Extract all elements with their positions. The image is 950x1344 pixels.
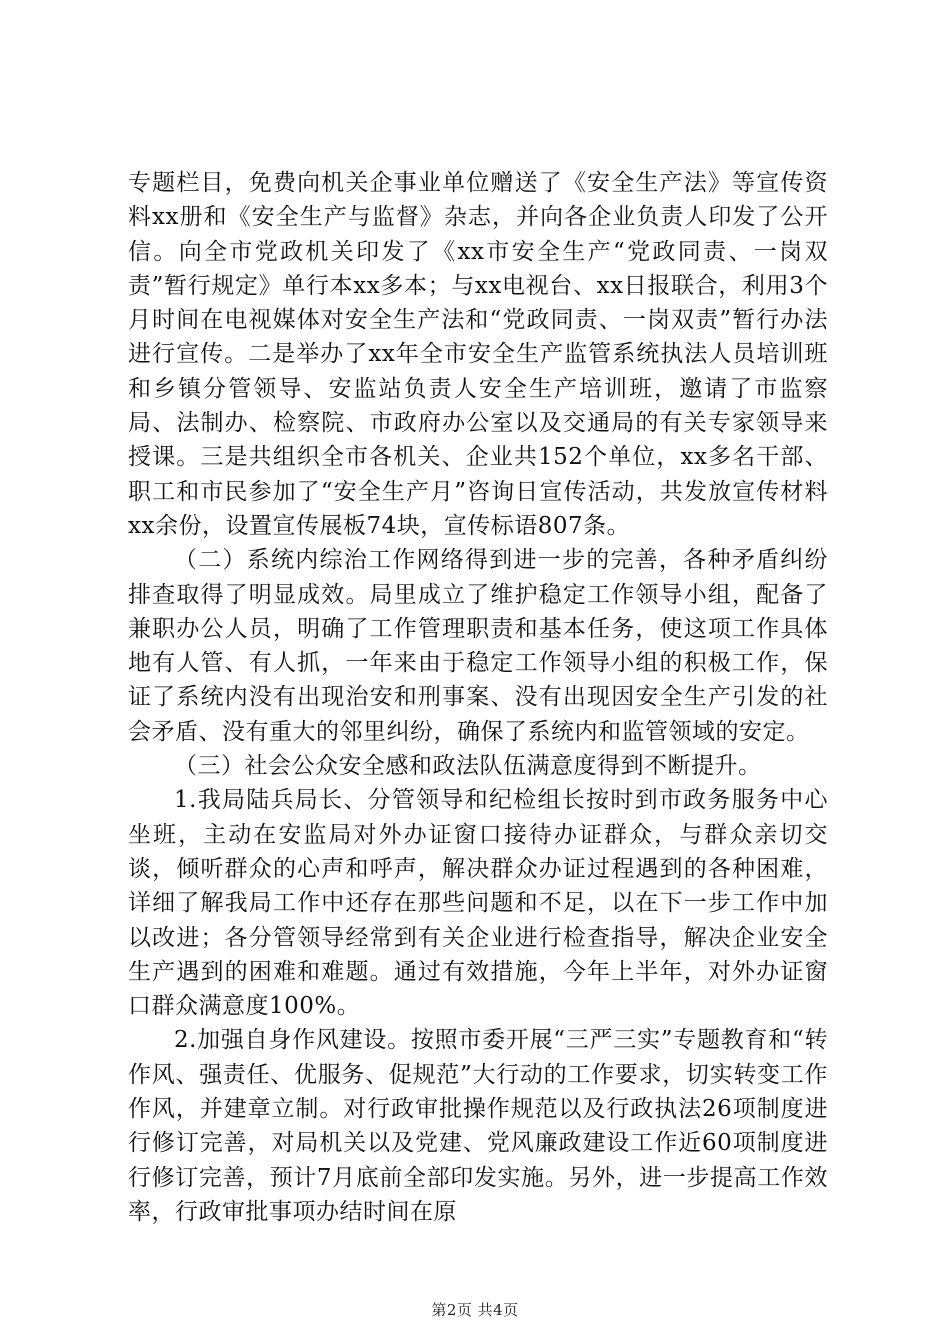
page-number-footer: 第2页 共4页	[431, 1301, 519, 1319]
paragraph-section-three-heading: （三）社会公众安全感和政法队伍满意度得到不断提升。	[174, 753, 762, 780]
paragraph-section-two: （二）系统内综治工作网络得到进一步的完善，各种矛盾纠纷排查取得了明显成效。局里成立了维护稳定工作领导小组，配备了兼职办公人员，明确了工作管理职责和基本任务，使这项工作具体地有人管、有人抓，一年来由于稳定工作领导小组的积极工作，保证了系统内没有出现治安和刑事案、没有出现因安全生产引发的社会矛盾、没有重大的邻里纠纷，确保了系统内和监管领域的安定。	[128, 547, 828, 745]
paragraph-item-two: 2.加强自身作风建设。按照市委开展“三严三实”专题教育和“转作风、强责任、优服务、促规范”大行动的工作要求，切实转变工作作风，并建章立制。对行政审批操作规范以及行政执法26项制度进行修订完善，对局机关以及党建、党风廉政建设工作近60项制度进行修订完善，预计7月底前全部印发实施。另外，进一步提高工作效率，行政审批事项办结时间在原	[128, 1027, 828, 1225]
paragraph-publicity: 专题栏目，免费向机关企事业单位赠送了《安全生产法》等宣传资料xx册和《安全生产与监督》杂志，并向各企业负责人印发了公开信。向全市党政机关印发了《xx市安全生产“党政同责、一岗双责”暂行规定》单行本xx多本；与xx电视台、xx日报联合，利用3个月时间在电视媒体对安全生产法和“党政同责、一岗双责”暂行办法进行宣传。二是举办了xx年全市安全生产监管系统执法人员培训班和乡镇分管领导、安监站负责人安全生产培训班，邀请了市监察局、法制办、检察院、市政府办公室以及交通局的有关专家领导来授课。三是共组织全市各机关、企业共152个单位，xx多名干部、职工和市民参加了“安全生产月”咨询日宣传活动，共发放宣传材料xx余份，设置宣传展板74块，宣传标语807条。	[128, 170, 828, 539]
paragraph-item-one: 1.我局陆兵局长、分管领导和纪检组长按时到市政务服务中心坐班，主动在安监局对外办证窗口接待办证群众，与群众亲切交谈，倾听群众的心声和呼声，解决群众办证过程遇到的各种困难，详细了解我局工作中还存在那些问题和不足，以在下一步工作中加以改进；各分管领导经常到有关企业进行检查指导，解决企业安全生产遇到的困难和难题。通过有效措施，今年上半年，对外办证窗口群众满意度100%。	[128, 787, 828, 1020]
document-body	[128, 166, 828, 1229]
